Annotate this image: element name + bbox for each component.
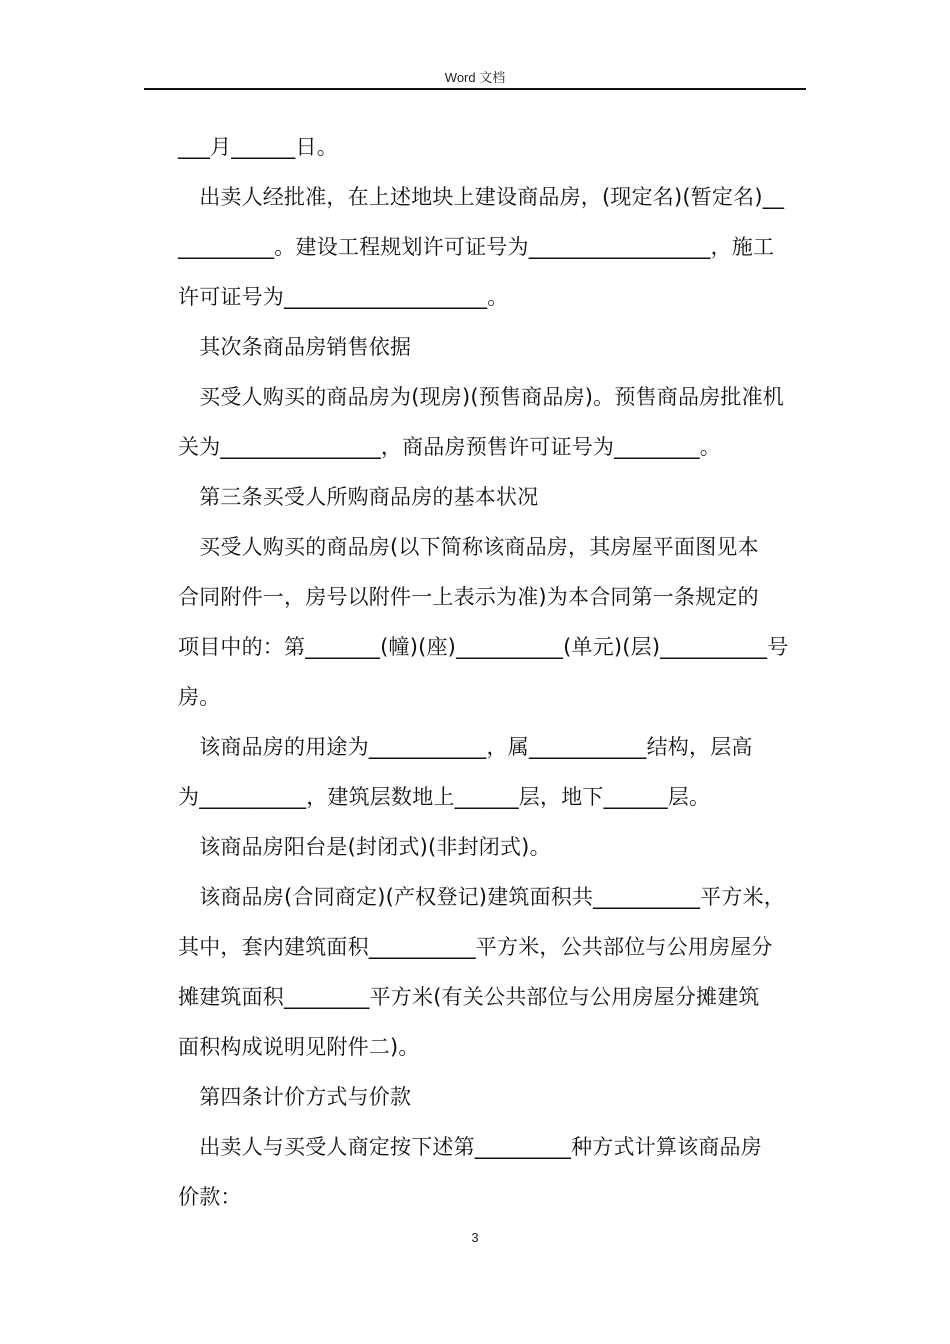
text-line: 其中，套内建筑面积__________平方米，公共部位与公用房屋分 (178, 935, 773, 959)
document-body (178, 122, 810, 1222)
text-line: 该商品房的用途为___________，属___________结构，层高 (178, 735, 753, 759)
text-line: 关为_______________，商品房预售许可证号为________。 (178, 435, 721, 459)
text-line: 出卖人经批准，在上述地块上建设商品房，(现定名)(暂定名)__ (178, 185, 785, 209)
text-line: _________。建设工程规划许可证号为_________________，施工 (178, 235, 775, 259)
header-rule (144, 88, 806, 90)
section-heading: 其次条商品房销售依据 (178, 335, 412, 359)
text-line: 项目中的：第_______(幢)(座)__________(单元)(层)__________号 (178, 635, 789, 659)
text-line: 许可证号为___________________。 (178, 285, 509, 309)
text-line: 该商品房(合同商定)(产权登记)建筑面积共__________平方米， (178, 885, 785, 909)
text-line: 出卖人与买受人商定按下述第_________种方式计算该商品房 (178, 1135, 762, 1159)
section-heading: 第四条计价方式与价款 (178, 1085, 412, 1109)
text-line: 摊建筑面积________平方米(有关公共部位与公用房屋分摊建筑 (178, 985, 760, 1009)
text-line: ___月______日。 (178, 135, 338, 159)
text-line: 价款： (178, 1185, 242, 1209)
text-line: 房。 (178, 685, 221, 709)
header-title: Word 文档 (444, 70, 506, 85)
text-line: 该商品房阳台是(封闭式)(非封闭式)。 (178, 835, 551, 859)
text-line: 为__________，建筑层数地上______层，地下______层。 (178, 785, 711, 809)
text-line: 面积构成说明见附件二)。 (178, 1035, 420, 1059)
text-line: 买受人购买的商品房为(现房)(预售商品房)。预售商品房批准机 (178, 385, 784, 409)
text-line: 合同附件一，房号以附件一上表示为准)为本合同第一条规定的 (178, 585, 759, 609)
text-line: 买受人购买的商品房(以下简称该商品房，其房屋平面图见本 (178, 535, 759, 559)
section-heading: 第三条买受人所购商品房的基本状况 (178, 485, 539, 509)
page-number: 3 (471, 1230, 479, 1245)
